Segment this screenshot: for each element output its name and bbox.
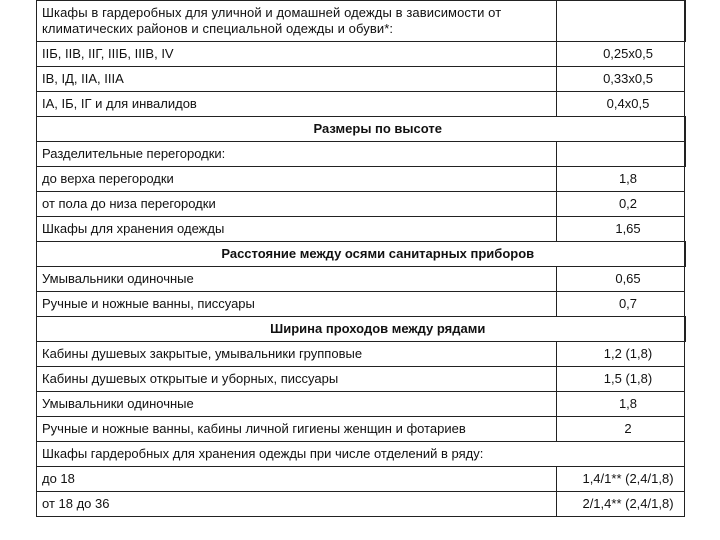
row-label: IIБ, IIВ, IIГ, IIIБ, IIIВ, IV: [37, 42, 557, 67]
row-label: от 18 до 36: [37, 492, 557, 517]
wardrobe-cabinets-subheader: Шкафы гардеробных для хранения одежды при числе отделений в ряду:: [37, 442, 685, 467]
row-label: от пола до низа перегородки: [37, 192, 557, 217]
row-label: Умывальники одиночные: [37, 267, 557, 292]
row-label: до 18: [37, 467, 557, 492]
table-row: [37, 292, 685, 317]
row-value: 1,5 (1,8): [557, 367, 685, 392]
row-value: 1,2 (1,8): [557, 342, 685, 367]
row-value: 0,25х0,5: [557, 42, 685, 67]
wardrobe-intro-value: [557, 1, 685, 42]
row-label: Шкафы для хранения одежды: [37, 217, 557, 242]
partitions-subheader-value: [557, 142, 685, 167]
row-value: 1,4/1** (2,4/1,8): [557, 467, 685, 492]
row-value: 1,8: [557, 392, 685, 417]
table-row: [37, 267, 685, 292]
partitions-subheader-label: Разделительные перегородки:: [37, 142, 557, 167]
section-header-row: [37, 317, 685, 342]
table-row: [37, 492, 685, 517]
row-value: 0,4х0,5: [557, 92, 685, 117]
table-row: [37, 67, 685, 92]
section-title-height: Размеры по высоте: [37, 117, 685, 142]
wardrobe-intro-label: Шкафы в гардеробных для уличной и домашней одежды в зависимости от климатических районов и специальной одежды и обуви*:: [37, 1, 557, 42]
section-title-axes: Расстояние между осями санитарных приборов: [37, 242, 685, 267]
row-label: Ручные и ножные ванны, кабины личной гигиены женщин и фотариев: [37, 417, 557, 442]
row-label: IА, IБ, IГ и для инвалидов: [37, 92, 557, 117]
section-title-passages: Ширина проходов между рядами: [37, 317, 685, 342]
row-label: Кабины душевых открытые и уборных, писсуары: [37, 367, 557, 392]
table-row-subheader: [37, 142, 685, 167]
row-value: 0,65: [557, 267, 685, 292]
table-row: [37, 167, 685, 192]
table-row: [37, 342, 685, 367]
row-label: IВ, IД, IIА, IIIА: [37, 67, 557, 92]
table-row: [37, 367, 685, 392]
section-header-row: [37, 117, 685, 142]
row-label: Ручные и ножные ванны, писсуары: [37, 292, 557, 317]
row-value: 2: [557, 417, 685, 442]
row-label: Кабины душевых закрытые, умывальники групповые: [37, 342, 557, 367]
table-row: [37, 417, 685, 442]
table-row: [37, 467, 685, 492]
table-row-subheader: [37, 442, 685, 467]
table-row: [37, 42, 685, 67]
row-value: 1,8: [557, 167, 685, 192]
requirements-table: [36, 0, 686, 517]
table-row: [37, 392, 685, 417]
table-row: [37, 192, 685, 217]
row-label: Умывальники одиночные: [37, 392, 557, 417]
table-row: [37, 92, 685, 117]
row-label: до верха перегородки: [37, 167, 557, 192]
table-row-wardrobe-intro: [37, 1, 685, 42]
row-value: 2/1,4** (2,4/1,8): [557, 492, 685, 517]
table-row: [37, 217, 685, 242]
row-value: 0,7: [557, 292, 685, 317]
requirements-table-container: [36, 0, 684, 517]
row-value: 1,65: [557, 217, 685, 242]
row-value: 0,33х0,5: [557, 67, 685, 92]
section-header-row: [37, 242, 685, 267]
row-value: 0,2: [557, 192, 685, 217]
